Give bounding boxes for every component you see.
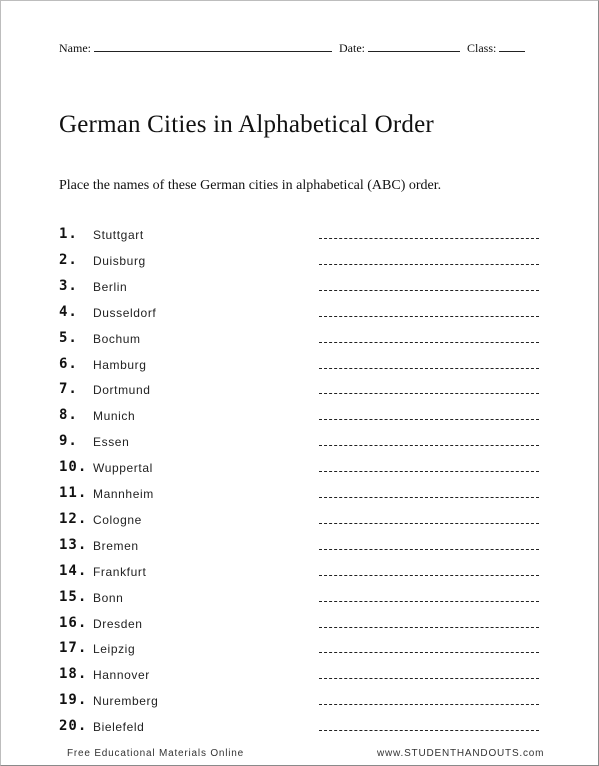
- city-name: Dresden: [93, 616, 143, 631]
- item-number: 6.: [59, 355, 78, 372]
- name-label: Name:: [59, 41, 91, 55]
- item-number: 15.: [59, 588, 88, 605]
- answer-blank[interactable]: [319, 523, 539, 524]
- list-item: [59, 430, 549, 456]
- item-number: 1.: [59, 226, 78, 242]
- city-name: Hannover: [93, 668, 150, 683]
- city-name: Bochum: [93, 331, 141, 346]
- city-name: Dusseldorf: [93, 305, 157, 320]
- list-item: [59, 404, 549, 430]
- answer-blank[interactable]: [319, 471, 539, 472]
- item-number: 8.: [59, 407, 78, 424]
- answer-blank[interactable]: [319, 652, 539, 653]
- list-item: [59, 482, 549, 508]
- item-number: 14.: [59, 562, 88, 579]
- list-item: [59, 612, 549, 638]
- answer-blank[interactable]: [319, 704, 539, 705]
- item-number: 3.: [59, 277, 78, 294]
- footer-left-text: Free Educational Materials Online: [67, 748, 245, 759]
- answer-blank[interactable]: [319, 238, 539, 239]
- item-number: 4.: [59, 303, 78, 320]
- item-number: 17.: [59, 640, 88, 657]
- city-name: Dortmund: [93, 383, 151, 398]
- list-item: [59, 223, 549, 249]
- answer-blank[interactable]: [319, 678, 539, 679]
- city-name: Berlin: [93, 279, 128, 294]
- city-name: Bonn: [93, 590, 124, 605]
- city-name: Nuremberg: [93, 694, 159, 709]
- list-item: [59, 534, 549, 560]
- item-number: 5.: [59, 329, 78, 346]
- city-name: Stuttgart: [93, 228, 144, 242]
- city-name: Frankfurt: [93, 564, 147, 579]
- list-item: [59, 456, 549, 482]
- city-name: Hamburg: [93, 357, 147, 372]
- date-blank: [368, 41, 460, 52]
- item-number: 18.: [59, 666, 88, 683]
- answer-blank[interactable]: [319, 497, 539, 498]
- city-name: Bielefeld: [93, 720, 145, 735]
- item-number: 12.: [59, 510, 88, 527]
- list-item: [59, 301, 549, 327]
- list-item: [59, 663, 549, 689]
- city-name: Leipzig: [93, 642, 136, 657]
- list-item: [59, 586, 549, 612]
- list-item: [59, 715, 549, 741]
- page-title: German Cities in Alphabetical Order: [59, 111, 434, 138]
- class-label: Class:: [467, 41, 497, 55]
- item-number: 10.: [59, 459, 88, 476]
- list-item: [59, 508, 549, 534]
- list-item: [59, 378, 549, 404]
- answer-blank[interactable]: [319, 368, 539, 369]
- answer-blank[interactable]: [319, 730, 539, 731]
- list-item: [59, 275, 549, 301]
- footer-right-text: www.STUDENTHANDOUTS.com: [377, 748, 545, 759]
- answer-blank[interactable]: [319, 264, 539, 265]
- answer-blank[interactable]: [319, 290, 539, 291]
- name-blank: [94, 41, 332, 52]
- item-number: 13.: [59, 536, 88, 553]
- list-item: [59, 353, 549, 379]
- answer-blank[interactable]: [319, 419, 539, 420]
- item-number: 16.: [59, 614, 88, 631]
- answer-blank[interactable]: [319, 393, 539, 394]
- answer-blank[interactable]: [319, 342, 539, 343]
- city-name: Munich: [93, 409, 136, 424]
- list-item: [59, 249, 549, 275]
- city-name: Wuppertal: [93, 461, 153, 476]
- answer-blank[interactable]: [319, 627, 539, 628]
- city-name: Essen: [93, 435, 130, 450]
- header-fields: [59, 41, 529, 56]
- list-item: [59, 689, 549, 715]
- answer-blank[interactable]: [319, 549, 539, 550]
- item-number: 2.: [59, 251, 78, 268]
- city-name: Cologne: [93, 512, 142, 527]
- list-item: [59, 327, 549, 353]
- city-name: Duisburg: [93, 253, 146, 268]
- answer-blank[interactable]: [319, 445, 539, 446]
- class-blank: [499, 41, 525, 52]
- answer-blank[interactable]: [319, 316, 539, 317]
- item-number: 11.: [59, 485, 88, 501]
- instructions: Place the names of these German cities in alphabetical (ABC) order.: [59, 178, 442, 193]
- city-name: Bremen: [93, 538, 139, 553]
- item-number: 7.: [59, 381, 78, 398]
- item-number: 19.: [59, 692, 88, 709]
- item-number: 9.: [59, 433, 78, 450]
- city-name: Mannheim: [93, 487, 154, 501]
- date-label: Date:: [339, 41, 365, 55]
- list-item: [59, 560, 549, 586]
- list-item: [59, 637, 549, 663]
- answer-blank[interactable]: [319, 601, 539, 602]
- answer-blank[interactable]: [319, 575, 539, 576]
- item-number: 20.: [59, 718, 88, 735]
